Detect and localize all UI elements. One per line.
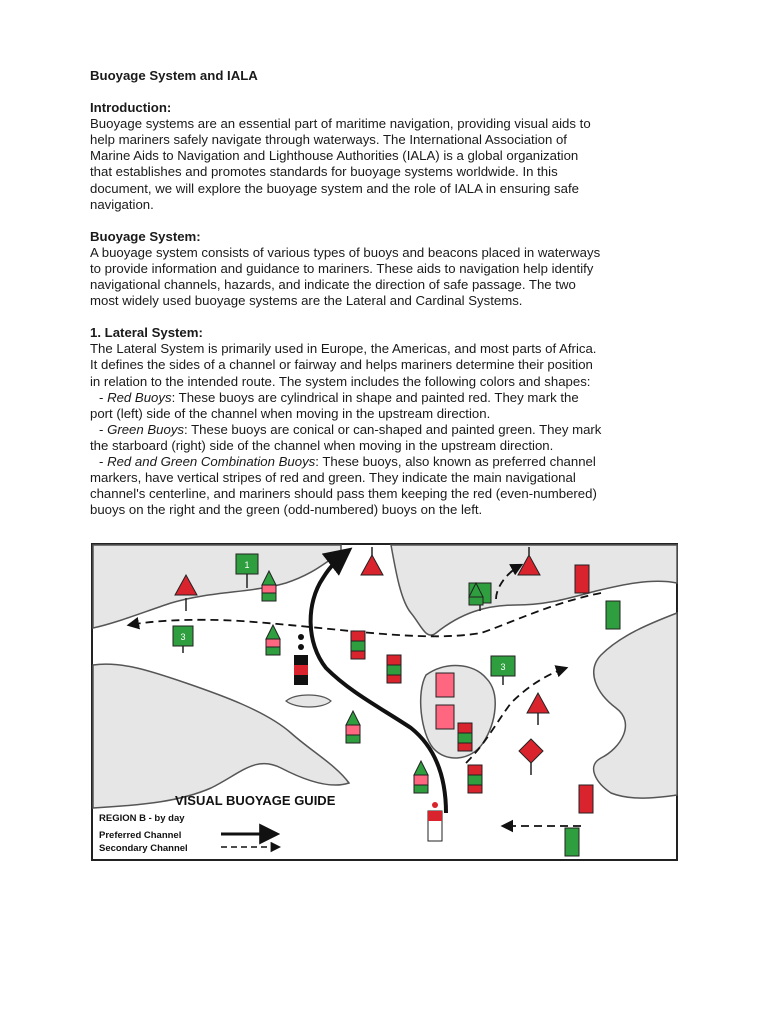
intro-line: Marine Aids to Navigation and Lighthouse Authorities (IALA) is a global organization — [90, 148, 579, 164]
red-buoy — [458, 723, 472, 751]
buoyage-figure — [91, 543, 678, 861]
combo-buoys-term: Red and Green Combination Buoys — [107, 453, 316, 469]
system-line: A buoyage system consists of various types of buoys and beacons placed in waterways — [90, 244, 601, 260]
lateral-line: It defines the sides of a channel or fairway and helps mariners determine their position — [90, 357, 593, 373]
system-heading: Buoyage System: — [90, 228, 201, 244]
red-buoy — [468, 765, 482, 793]
bullet-dash: - — [99, 389, 108, 405]
combo-buoys-text: : These buoys, also known as preferred channel — [315, 453, 596, 469]
combo-buoys-cont: buoys on the right and the green (odd-numbered) buoys on the left. — [90, 502, 483, 518]
legend-preferred-label: Preferred Channel — [99, 830, 182, 841]
system-line: most widely used buoyage systems are the Lateral and Cardinal Systems. — [90, 293, 523, 309]
red-buoys-term: Red Buoys — [107, 389, 172, 405]
figure-title: VISUAL BUOYAGE GUIDE — [175, 793, 336, 808]
small-islet — [286, 695, 331, 707]
combo-buoys-cont: channel's centerline, and mariners should pass them keeping the red (even-numbered) — [90, 486, 597, 502]
region-label: REGION B - by day — [99, 813, 185, 824]
bullet-dash: - — [99, 421, 108, 437]
bullet-dash: - — [99, 453, 108, 469]
intro-line: help mariners safely navigate through waterways. The International Association of — [90, 132, 567, 148]
green-buoys-term: Green Buoys — [107, 421, 185, 437]
sign-number: 3 — [500, 662, 506, 672]
green-buoys-text: : These buoys are conical or can-shaped and painted green. They mark — [184, 421, 602, 437]
sign-number: 3 — [180, 632, 186, 642]
combo-buoys-cont: markers, have vertical stripes of red and green. They indicate the main navigational — [90, 470, 576, 486]
combo-buoys-item — [90, 454, 690, 470]
sign-number: 1 — [244, 560, 250, 570]
intro-line: that establishes and promotes standards for buoyage systems worldwide. In this — [90, 164, 558, 180]
buoyage-map — [91, 543, 678, 861]
green-can-buoy — [565, 828, 579, 856]
lateral-heading: 1. Lateral System: — [90, 325, 203, 341]
lateral-line: The Lateral System is primarily used in Europe, the Americas, and most parts of Africa. — [90, 341, 597, 357]
red-can-buoy — [579, 785, 593, 813]
green-buoys-cont: the starboard (right) side of the channel when moving in the upstream direction. — [90, 437, 554, 453]
red-buoy — [351, 631, 365, 659]
intro-line: document, we will explore the buoyage system and the role of IALA in ensuring safe — [90, 180, 579, 196]
red-buoy — [387, 655, 401, 683]
doc-title: Buoyage System and IALA — [90, 68, 258, 83]
intro-heading: Introduction: — [90, 100, 172, 116]
green-buoys-item — [90, 422, 690, 438]
legend-secondary-label: Secondary Channel — [99, 843, 188, 854]
document-page — [90, 68, 690, 518]
red-buoys-text: : These buoys are cylindrical in shape and painted red. They mark the — [171, 389, 579, 405]
red-buoys-item — [90, 390, 690, 406]
green-can-buoy — [606, 601, 620, 629]
system-line: to provide information and guidance to mariners. These aids to navigation help identify — [90, 260, 594, 276]
intro-line: Buoyage systems are an essential part of maritime navigation, providing visual aids to — [90, 116, 591, 132]
lateral-line: in relation to the intended route. The system includes the following colors and shapes: — [90, 373, 591, 389]
system-line: navigational channels, hazards, and indicate the direction of safe passage. The two — [90, 277, 576, 293]
red-can-buoy — [575, 565, 589, 593]
intro-line: navigation. — [90, 196, 154, 212]
red-buoys-cont: port (left) side of the channel when moving in the upstream direction. — [90, 405, 491, 421]
